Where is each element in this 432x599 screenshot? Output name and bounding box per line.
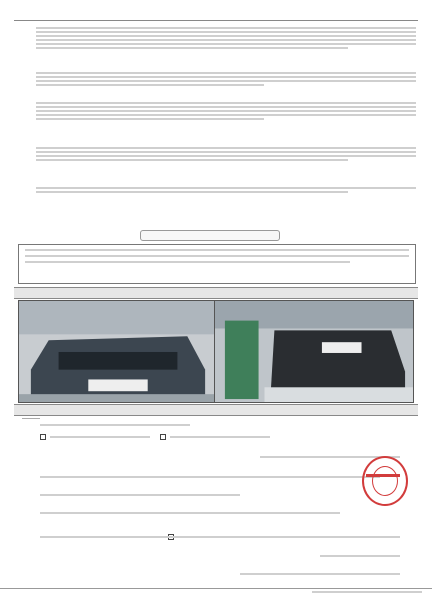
rear-photo (214, 300, 414, 403)
signature-line-4 (40, 494, 240, 496)
official-seal (362, 456, 408, 506)
notice-box (18, 244, 416, 284)
checkbox-option-2-label (170, 436, 270, 438)
checkbox-option-1[interactable] (40, 434, 46, 440)
signature-line-8 (240, 573, 400, 575)
front-photo-image (19, 301, 217, 402)
signature-line-6 (40, 536, 400, 538)
front-photo (18, 300, 218, 403)
signature-line-5 (40, 512, 340, 514)
rear-photo-image (215, 301, 413, 402)
notice-box-label (140, 230, 280, 241)
photo-rule (22, 418, 40, 419)
checkbox-option-1-label (50, 436, 150, 438)
footer-rule (0, 588, 432, 589)
section-header-notice (14, 12, 418, 21)
official-seal-inner (372, 466, 398, 496)
signature-line-7 (320, 555, 400, 557)
photo-section-bar (14, 287, 418, 299)
signature-line-1 (40, 424, 190, 426)
signature-section-bar (14, 404, 418, 416)
seal-mark (366, 474, 400, 477)
signature-line-3 (40, 476, 380, 478)
footer-note (312, 591, 422, 593)
checkbox-option-2[interactable] (160, 434, 166, 440)
